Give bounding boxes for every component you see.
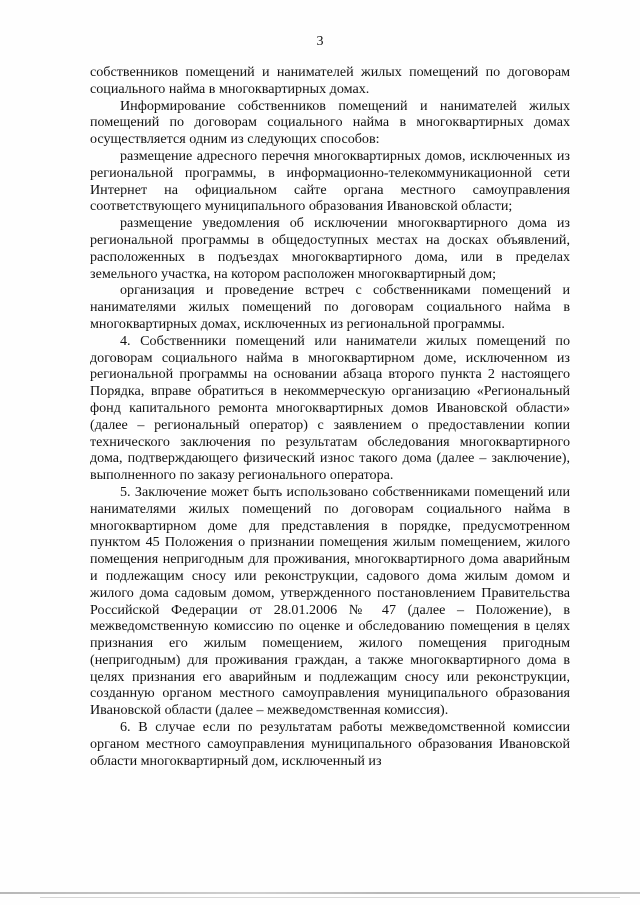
scan-edge-line-secondary <box>40 897 620 898</box>
paragraph-continuation: собственников помещений и нанимателей жилых помещений по договорам социального найма в многоквартирных домах. <box>90 64 570 97</box>
paragraph-item-4: 4. Собственники помещений или наниматели жилых помещений по договорам социального найма в многоквартирном доме, исключенном из региональной программы на основании абзаца второго пункта 2 настоящего Порядка, вправе обратиться в некоммерческую организацию «Региональный фонд капитального ремонта многоквартирных домов Ивановской области» (далее – региональный оператор) с заявлением о предоставлении копии технического заключения по результатам обследования многоквартирного дома, подтверждающего физический износ такого дома (далее – заключение), выполненного по заказу регионального оператора. <box>90 332 570 484</box>
paragraph-item-6: 6. В случае если по результатам работы межведомственной комиссии органом местного самоуправления муниципального образования Ивановской области многоквартирный дом, исключенный из <box>90 719 570 769</box>
paragraph-informing: Информирование собственников помещений и нанимателей жилых помещений по договорам социального найма в многоквартирных домах осуществляется одним из следующих способов: <box>90 97 570 148</box>
paragraph-method-notice: размещение уведомления об исключении многоквартирного дома из региональной программы в общедоступных местах на досках объявлений, расположенных в подъездах многоквартирного дома, или в пределах земельного участка, на котором расположен многоквартирный дом; <box>90 215 570 282</box>
document-body <box>90 64 570 769</box>
page-number: 3 <box>316 34 324 49</box>
scan-edge-line <box>0 892 640 894</box>
paragraph-item-5: 5. Заключение может быть использовано собственниками помещений или нанимателями жилых помещений по договорам социального найма в многоквартирном доме для представления в порядке, предусмотренном пунктом 45 Положения о признании помещения жилым помещением, жилого помещения непригодным для проживания, многоквартирного дома аварийным и подлежащим сносу или реконструкции, садового дома жилым домом и жилого дома садовым домом, утвержденного постановлением Правительства Российской Федерации от 28.01.2006 № 47 (далее – Положение), в межведомственную комиссию по оценке и обследованию помещения в целях признания его жилым помещением, жилого помещения пригодным (непригодным) для проживания граждан, а также многоквартирного дома в целях признания его аварийным и подлежащим сносу или реконструкции, созданную органом местного самоуправления муниципального образования Ивановской области (далее – межведомственная комиссия). <box>90 483 570 719</box>
paragraph-method-meetings: организация и проведение встреч с собственниками помещений и нанимателями жилых помещений по договорам социального найма в многоквартирных домах, исключенных из региональной программы. <box>90 282 570 332</box>
paragraph-method-website: размещение адресного перечня многоквартирных домов, исключенных из региональной программы, в информационно-телекоммуникационной сети Интернет на официальном сайте органа местного самоуправления соответствующего муниципального образования Ивановской области; <box>90 147 570 215</box>
